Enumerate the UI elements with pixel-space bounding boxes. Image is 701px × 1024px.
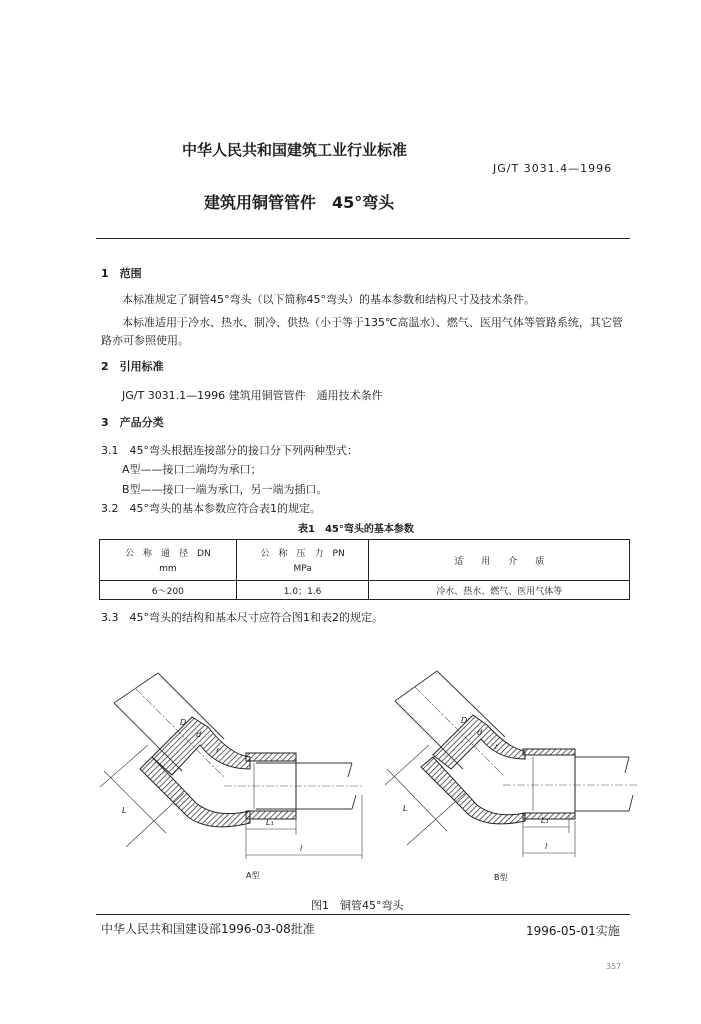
dim-label-d-b: d [477,728,483,737]
section-1-heading: 1 范围 [101,267,142,280]
header-rule [96,238,630,239]
dim-label-r-b: r [495,742,499,751]
cell-nominal-pressure: 1.0；1.6 [236,581,369,600]
header-medium [369,540,630,581]
header-medium-label: 适 用 介 质 [454,556,545,567]
elbow-type-a-drawing [100,665,370,880]
footer-rule [96,914,630,915]
effective-date: 1996-05-01实施 [526,924,620,938]
figure-label-type-b: B型 [494,873,508,882]
dim-label-L-b: L [403,804,408,813]
type-a-description: A型——接口二端均为承口； [122,463,262,476]
approval-date: 中华人民共和国建设部1996-03-08批准 [101,922,315,936]
page-number: 357 [606,962,622,971]
dim-label-D: D [180,718,187,727]
section-1-paragraph-2-line-2: 路亦可参照使用。 [101,334,189,347]
clause-3-1: 3.1 45°弯头根据连接部分的接口分下列两种型式： [101,444,358,457]
org-standard-title: 中华人民共和国建筑工业行业标准 [182,141,408,159]
header-nominal-pressure-unit: MPa [293,564,312,574]
dim-label-l-b: l [545,842,548,851]
cell-nominal-diameter: 6～200 [100,581,237,600]
header-nominal-pressure-label: 公 称 压 力 PN [260,549,345,559]
table-row [100,581,630,600]
dim-label-d: d [196,730,202,739]
clause-3-2: 3.2 45°弯头的基本参数应符合表1的规定。 [101,502,321,515]
figure-caption: 图1 铜管45°弯头 [311,899,404,912]
dim-label-D-b: D [461,716,468,725]
document-title: 建筑用铜管管件 45°弯头 [204,193,395,212]
section-1-paragraph-1: 本标准规定了铜管45°弯头（以下简称45°弯头）的基本参数和结构尺寸及技术条件。 [122,293,535,306]
header-nominal-diameter-unit: mm [159,564,177,574]
table-header-row [100,540,630,581]
elbow-type-b-drawing [385,665,645,880]
cell-medium: 冷水、热水、燃气、医用气体等 [369,581,630,600]
standard-code: JG/T 3031.4—1996 [493,162,613,175]
type-b-description: B型——接口一端为承口，另一端为插口。 [122,483,328,496]
dim-label-L1: L₁ [266,818,274,827]
basic-parameters-table [99,539,630,600]
table-1-caption: 表1 45°弯头的基本参数 [298,524,414,535]
header-nominal-diameter-label: 公 称 通 径 DN [125,549,211,559]
dim-label-L: L [122,806,127,815]
section-2-heading: 2 引用标准 [101,360,164,373]
section-1-paragraph-2-line-1: 本标准适用于冷水、热水、制冷、供热（小于等于135℃高温水）、燃气、医用气体等管路系统，其它管 [122,316,623,329]
section-3-heading: 3 产品分类 [101,416,164,429]
header-nominal-diameter [100,540,237,581]
dim-label-L1-b: L₁ [541,816,549,825]
dim-label-r: r [216,746,220,755]
reference-standard: JG/T 3031.1—1996 建筑用铜管管件 通用技术条件 [122,389,383,402]
figure-label-type-a: A型 [246,871,260,880]
dim-label-l: l [300,844,303,853]
clause-3-3: 3.3 45°弯头的结构和基本尺寸应符合图1和表2的规定。 [101,611,383,624]
header-nominal-pressure [236,540,369,581]
